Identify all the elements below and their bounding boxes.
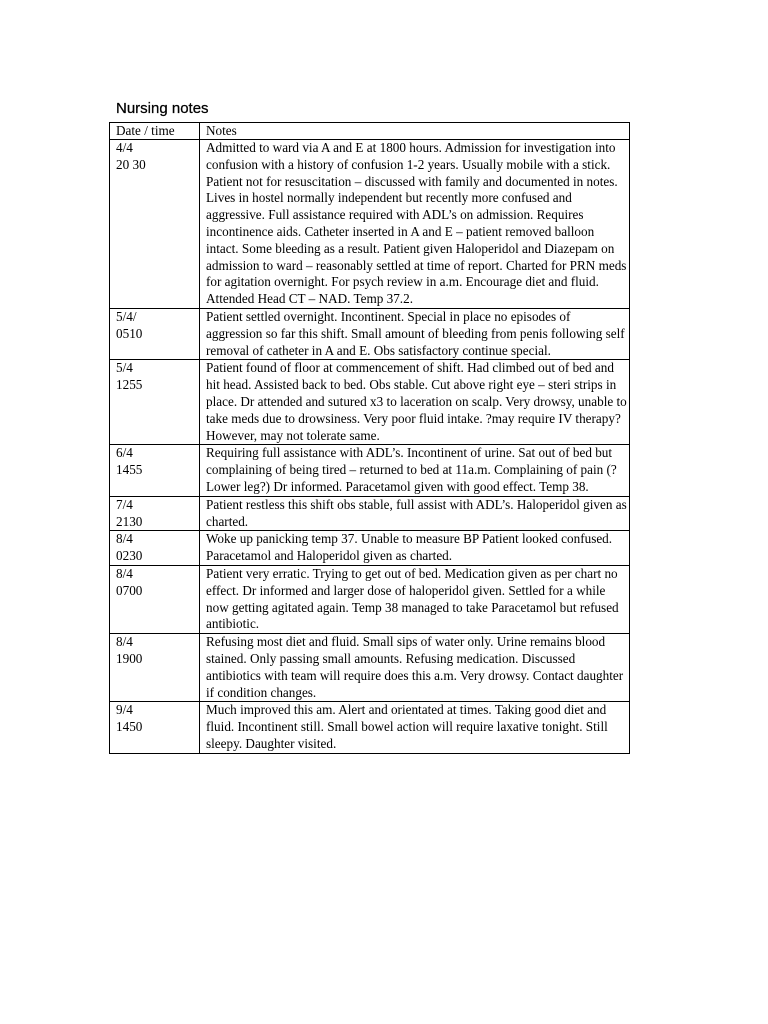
table-row [110,140,630,309]
entry-date: 5/4 [116,360,133,376]
entry-time: 1255 [116,377,143,393]
page-title: Nursing notes [116,100,209,117]
entry-time: 0510 [116,325,143,341]
date-time-cell [110,445,200,496]
entry-time: 0230 [116,548,143,564]
entry-date: 8/4 [116,634,133,650]
entry-time: 20 30 [116,156,146,172]
entry-date: 8/4 [116,531,133,547]
entry-date: 8/4 [116,565,133,581]
date-time-cell [110,360,200,445]
note-cell: Admitted to ward via A and E at 1800 hours. Admission for investigation into confusion with a history of confusion 1-2 years. Usually mobile with a stick. Patient not for resuscitation – discussed with family and documented in notes. Lives in hostel normally independent but recently more confused and aggressive. Full assistance required with ADL’s on admission. Requires incontinence aids. Catheter inserted in A and E – patient removed balloon intact. Some bleeding as a result. Patient given Haloperidol and Diazepam on admission to ward – reasonably settled at time of report. Charted for PRN meds for agitation overnight. For psych review in a.m. Encourage diet and fluid. Attended Head CT – NAD. Temp 37.2. [200,140,630,309]
column-header-date-time: Date / time [110,123,200,140]
date-time-cell [110,702,200,753]
entry-date: 7/4 [116,496,133,512]
entry-time: 0700 [116,582,143,598]
note-cell: Much improved this am. Alert and orientated at times. Taking good diet and fluid. Incontinent still. Small bowel action will require laxative tonight. Still sleepy. Daughter visited. [200,702,630,753]
note-cell: Patient settled overnight. Incontinent. Special in place no episodes of aggression so far this shift. Small amount of bleeding from penis following self removal of catheter in A and E. Obs satisfactory continue special. [200,308,630,359]
note-cell: Requiring full assistance with ADL’s. Incontinent of urine. Sat out of bed but complaining of being tired – returned to bed at 11a.m. Complaining of pain (? Lower leg?) Dr informed. Paracetamol given with good effect. Temp 38. [200,445,630,496]
table-row [110,702,630,753]
table-row [110,445,630,496]
table-row [110,360,630,445]
table-row [110,531,630,566]
date-time-cell [110,634,200,702]
table-row [110,496,630,531]
table-row [110,634,630,702]
date-time-cell [110,308,200,359]
entry-date: 4/4 [116,140,133,155]
nursing-notes-table [109,122,630,754]
note-cell: Patient restless this shift obs stable, full assist with ADL’s. Haloperidol given as charted. [200,496,630,531]
date-time-cell [110,140,200,309]
table-row [110,565,630,633]
column-header-notes: Notes [200,123,630,140]
entry-time: 1900 [116,650,143,666]
note-cell: Patient very erratic. Trying to get out of bed. Medication given as per chart no effect. Dr informed and larger dose of haloperidol given. Settled for a while now getting agitated again. Temp 38 managed to take Paracetamol but refused antibiotic. [200,565,630,633]
entry-time: 1455 [116,462,143,478]
note-cell: Patient found of floor at commencement of shift. Had climbed out of bed and hit head. Assisted back to bed. Obs stable. Cut above right eye – steri strips in place. Dr attended and sutured x3 to laceration on scalp. Very drowsy, unable to take meds due to drowsiness. Very poor fluid intake. ?may require IV therapy? However, may not tolerate same. [200,360,630,445]
table-header-row [110,123,630,140]
note-cell: Refusing most diet and fluid. Small sips of water only. Urine remains blood stained. Only passing small amounts. Refusing medication. Discussed antibiotics with team will require does this a.m. Very drowsy. Contact daughter if condition changes. [200,634,630,702]
date-time-cell [110,565,200,633]
note-cell: Woke up panicking temp 37. Unable to measure BP Patient looked confused. Paracetamol and Haloperidol given as charted. [200,531,630,566]
entry-date: 5/4/ [116,308,137,324]
entry-date: 9/4 [116,702,133,718]
entry-time: 2130 [116,513,143,529]
entry-time: 1450 [116,719,143,735]
date-time-cell [110,531,200,566]
date-time-cell [110,496,200,531]
entry-date: 6/4 [116,445,133,461]
table-row [110,308,630,359]
